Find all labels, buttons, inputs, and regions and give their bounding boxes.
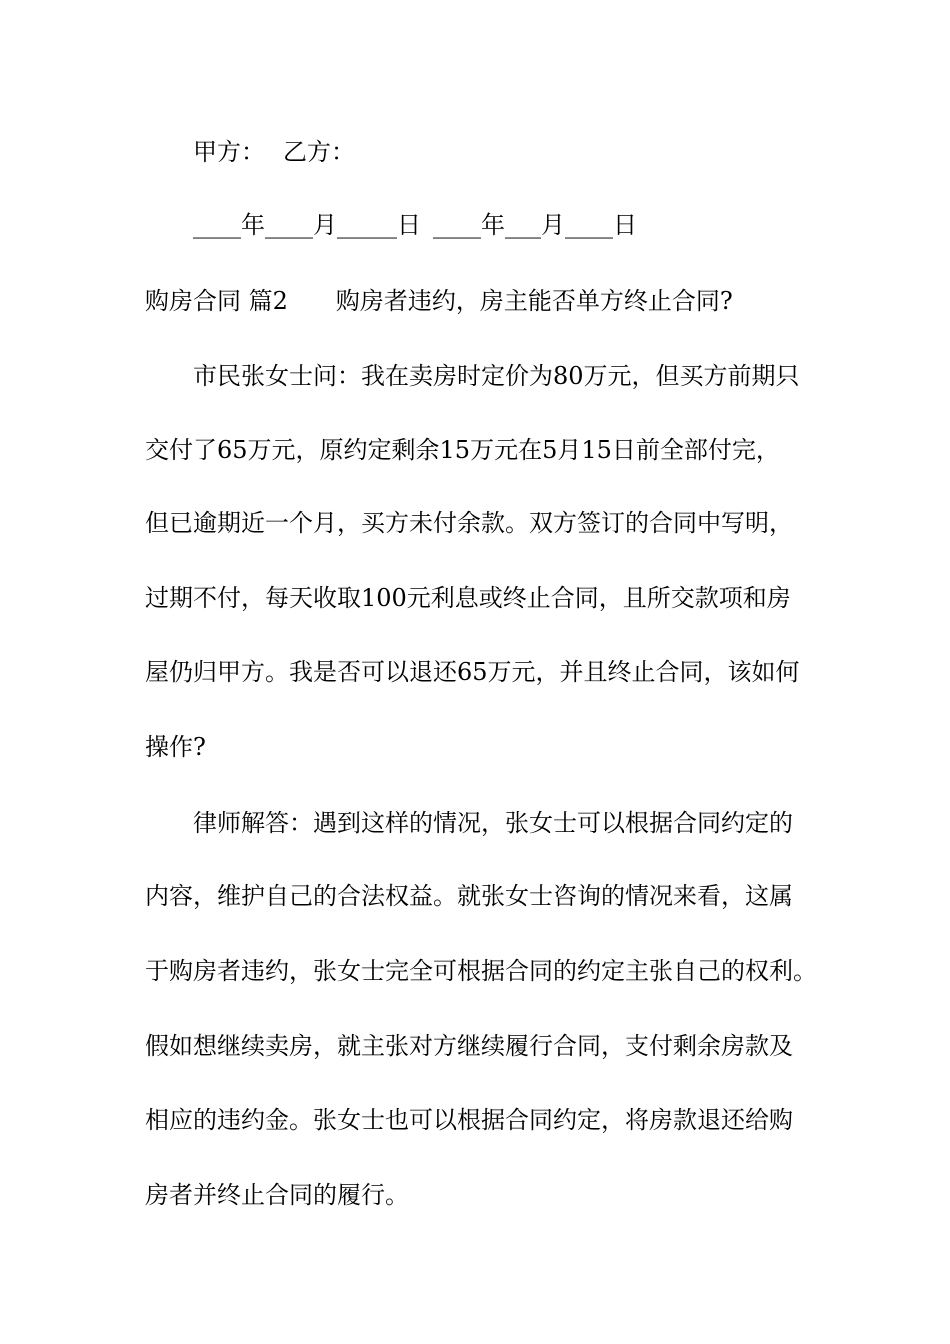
section-label: 购房合同 篇2: [145, 287, 288, 315]
party-a-label: 甲方：: [193, 138, 265, 166]
answer-line: 相应的违约金。张女士也可以根据合同约定，将房款退还给购: [145, 1106, 793, 1134]
date-line: [193, 210, 637, 240]
party-b-label: 乙方：: [283, 138, 355, 166]
date-blank-a: ____年____月_____日: [193, 211, 421, 239]
section-heading: [145, 286, 733, 316]
question-title: 购房者违约，房主能否单方终止合同?: [335, 287, 733, 315]
question-line: 但已逾期近一个月，买方未付余款。双方签订的合同中写明，: [145, 509, 793, 537]
question-line: 市民张女士问：我在卖房时定价为80万元，但买方前期只: [193, 362, 800, 390]
date-blank-b: ____年___月____日: [433, 211, 637, 239]
answer-line: 律师解答：遇到这样的情况，张女士可以根据合同约定的: [193, 809, 793, 837]
answer-line: 假如想继续卖房，就主张对方继续履行合同，支付剩余房款及: [145, 1032, 793, 1060]
answer-line: 内容，维护自己的合法权益。就张女士咨询的情况来看，这属: [145, 882, 793, 910]
question-line: 屋仍归甲方。我是否可以退还65万元，并且终止合同，该如何: [145, 658, 800, 686]
signature-line: [193, 137, 355, 167]
answer-line: 房者并终止合同的履行。: [145, 1181, 409, 1209]
question-line: 过期不付，每天收取100元利息或终止合同，且所交款项和房: [145, 584, 791, 612]
answer-line: 于购房者违约，张女士完全可根据合同的约定主张自己的权利。: [145, 957, 817, 985]
question-line: 操作?: [145, 733, 206, 761]
question-line: 交付了65万元，原约定剩余15万元在5月15日前全部付完，: [145, 436, 780, 464]
